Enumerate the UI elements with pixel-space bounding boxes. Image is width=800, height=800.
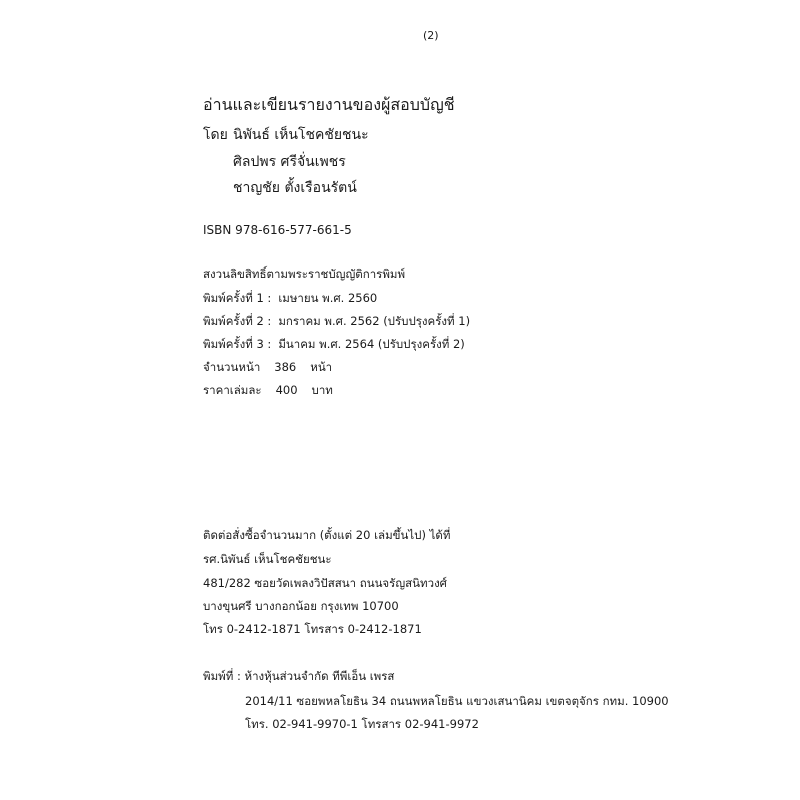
printer-address: 2014/11 ซอยพหลโยธิน 34 ถนนพหลโยธิน แขวงเสนานิคม เขตจตุจักร กทม. 10900 — [245, 694, 669, 708]
author-3: ชาญชัย ตั้งเรือนรัตน์ — [233, 180, 357, 196]
copyright-notice: สงวนลิขสิทธิ์ตามพระราชบัญญัติการพิมพ์ — [203, 267, 406, 281]
isbn: ISBN 978-616-577-661-5 — [203, 223, 352, 237]
printer-name: พิมพ์ที่ : ห้างหุ้นส่วนจำกัด ทีพีเอ็น เพรส — [203, 669, 395, 683]
page-count — [203, 362, 332, 374]
contact-address-1: 481/282 ซอยวัดเพลงวิปัสสนา ถนนจรัญสนิทวงศ์ — [203, 576, 447, 590]
by-label: โดย — [203, 127, 228, 143]
page-count-value: 386 — [274, 360, 297, 374]
edition-value: มีนาคม พ.ศ. 2564 (ปรับปรุงครั้งที่ 2) — [278, 337, 465, 351]
edition-3 — [203, 339, 465, 351]
author-1: นิพันธ์ เห็นโชคชัยชนะ — [233, 127, 369, 143]
edition-label: พิมพ์ครั้งที่ 2 : — [203, 314, 272, 328]
contact-address-2: บางขุนศรี บางกอกน้อย กรุงเทพ 10700 — [203, 599, 399, 613]
price-unit: บาท — [311, 383, 333, 397]
printer-phone: โทร. 02-941-9970-1 โทรสาร 02-941-9972 — [245, 717, 479, 731]
author-2: ศิลปพร ศรีจั่นเพชร — [233, 154, 346, 170]
price-value: 400 — [275, 383, 298, 397]
edition-value: มกราคม พ.ศ. 2562 (ปรับปรุงครั้งที่ 1) — [278, 314, 471, 328]
page-count-label: จำนวนหน้า — [203, 360, 261, 374]
edition-label: พิมพ์ครั้งที่ 3 : — [203, 337, 272, 351]
contact-phone: โทร 0-2412-1871 โทรสาร 0-2412-1871 — [203, 622, 422, 636]
edition-value: เมษายน พ.ศ. 2560 — [278, 291, 378, 305]
page-number: (2) — [423, 29, 439, 42]
edition-2 — [203, 316, 470, 328]
price-label: ราคาเล่มละ — [203, 383, 262, 397]
price — [203, 385, 333, 397]
page-count-unit: หน้า — [310, 360, 333, 374]
book-title: อ่านและเขียนรายงานของผู้สอบบัญชี — [203, 95, 455, 114]
contact-heading: ติดต่อสั่งซื้อจำนวนมาก (ตั้งแต่ 20 เล่มขึ้นไป) ได้ที่ — [203, 528, 451, 542]
contact-name: รศ.นิพันธ์ เห็นโชคชัยชนะ — [203, 552, 332, 566]
edition-1 — [203, 293, 377, 305]
edition-label: พิมพ์ครั้งที่ 1 : — [203, 291, 272, 305]
